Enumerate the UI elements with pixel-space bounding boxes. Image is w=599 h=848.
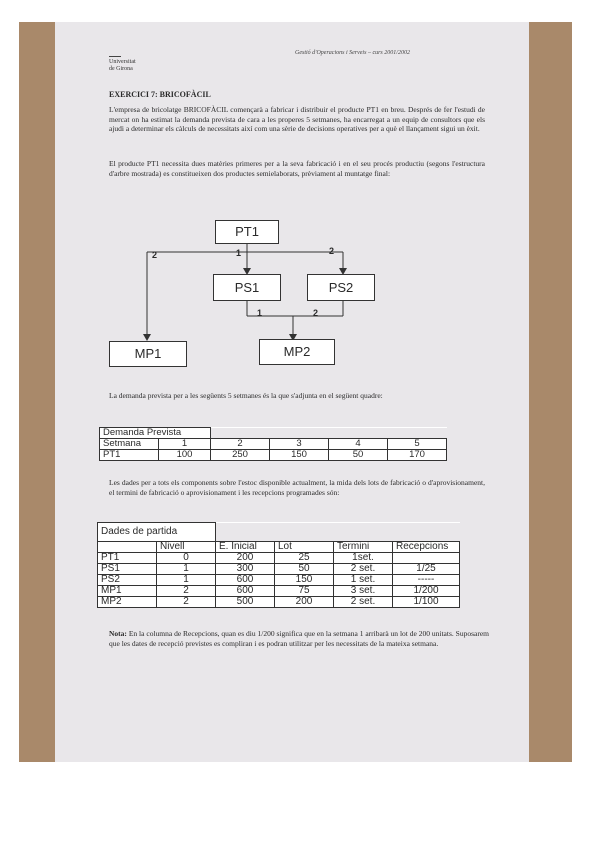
data-cell: [393, 553, 460, 564]
demand-week-header: Setmana: [100, 439, 159, 450]
data-cell: 500: [216, 597, 275, 608]
demand-product-header: PT1: [100, 450, 159, 461]
data-cell: 1/200: [393, 586, 460, 597]
demand-paragraph: La demanda prevista per a les següents 5 setmanes és la que s'adjunta en el següent quadre:: [109, 391, 383, 400]
node-mp1: MP1: [109, 341, 187, 367]
note-text: En la columna de Recepcions, quan es diu 1/200 significa que en la setmana 1 arribarà un lot de 200 unitats. Suposarem que les dates de recepció previstes es compliran i es podran utilitzar per les necessitats de la mateixa setmana.: [109, 629, 489, 648]
data-cell: 600: [216, 586, 275, 597]
data-cell: 600: [216, 575, 275, 586]
logo-line-1: Universitat: [109, 59, 136, 65]
demand-value: 50: [329, 450, 388, 461]
data-cell: 2 set.: [334, 564, 393, 575]
course-header: Gestió d'Operacions i Serveis – curs 2001/2002: [295, 50, 410, 56]
data-header: Recepcions: [393, 542, 460, 553]
demand-value: 150: [270, 450, 329, 461]
university-logo: [109, 50, 136, 73]
qty-pt1-mp1: 2: [152, 250, 158, 260]
table-row: [98, 553, 460, 564]
node-mp2: MP2: [259, 339, 335, 365]
data-cell: PS1: [98, 564, 157, 575]
data-cell: 1: [157, 564, 216, 575]
demand-value: 100: [159, 450, 211, 461]
logo-line-2: de Girona: [109, 66, 133, 72]
data-header: Lot: [275, 542, 334, 553]
demand-table: [99, 427, 447, 461]
data-cell: 25: [275, 553, 334, 564]
data-cell: MP2: [98, 597, 157, 608]
data-cell: 200: [275, 597, 334, 608]
data-cell: 200: [216, 553, 275, 564]
structure-paragraph: El producte PT1 necessita dues matèries primeres per a la seva fabricació i en el seu procés productiu (segons l'estructura d'arbre mostrada) es constitueixen dos productes semielaborats, prèviament al muntatge final:: [109, 159, 485, 178]
data-cell: 1/25: [393, 564, 460, 575]
exercise-title: EXERCICI 7: BRICOFÀCIL: [109, 90, 211, 99]
table-row: [98, 597, 460, 608]
qty-ps-mp1: 1: [257, 308, 263, 318]
demand-week: 3: [270, 439, 329, 450]
note-paragraph: [109, 629, 489, 649]
demand-week: 1: [159, 439, 211, 450]
qty-ps-mp2: 2: [313, 308, 319, 318]
demand-week: 4: [329, 439, 388, 450]
data-cell: 3 set.: [334, 586, 393, 597]
demand-table-title: Demanda Prevista: [100, 428, 211, 439]
data-cell: 1: [157, 575, 216, 586]
data-cell: 2 set.: [334, 597, 393, 608]
table-row: [98, 575, 460, 586]
demand-week: 2: [211, 439, 270, 450]
data-paragraph: Les dades per a tots els components sobre l'estoc disponible actualment, la mida dels lots de fabricació o d'aprovisionament, el termini de fabricació o aprovisionament i les recepcions programades són:: [109, 478, 485, 497]
intro-paragraph: L'empresa de bricolatge BRICOFÀCIL començarà a fabricar i distribuir el producte PT1 en breu. Després de fer l'estudi de mercat on ha estimat la demanda prevista de cara a les properes 5 setmanes, ha encarregat a un equip de consultors que els ajudi a determinar els càlculs de necessitats així com una sèrie de decisions operatives per a què el llançament sigui un èxit.: [109, 105, 485, 133]
data-header: E. Inicial: [216, 542, 275, 553]
data-cell: 1/100: [393, 597, 460, 608]
data-header: Termini: [334, 542, 393, 553]
data-header: Nivell: [157, 542, 216, 553]
demand-week: 5: [388, 439, 447, 450]
data-cell: 2: [157, 586, 216, 597]
data-cell: 150: [275, 575, 334, 586]
data-cell: PT1: [98, 553, 157, 564]
document-page: [55, 22, 529, 762]
starting-data-table: [97, 522, 460, 608]
node-pt1: PT1: [215, 220, 279, 244]
data-cell: 1 set.: [334, 575, 393, 586]
data-cell: 1set.: [334, 553, 393, 564]
data-cell: 2: [157, 597, 216, 608]
data-table-title: Dades de partida: [98, 523, 216, 542]
node-ps2: PS2: [307, 274, 375, 301]
data-cell: 0: [157, 553, 216, 564]
crest-icon: [109, 50, 121, 57]
node-ps1: PS1: [213, 274, 281, 301]
demand-value: 170: [388, 450, 447, 461]
note-label: Nota:: [109, 629, 127, 638]
data-cell: MP1: [98, 586, 157, 597]
data-cell: -----: [393, 575, 460, 586]
demand-value: 250: [211, 450, 270, 461]
table-row: [98, 586, 460, 597]
table-row: [98, 564, 460, 575]
qty-pt1-ps1: 1: [236, 248, 242, 258]
data-cell: 300: [216, 564, 275, 575]
qty-pt1-ps2: 2: [329, 246, 335, 256]
data-cell: 50: [275, 564, 334, 575]
data-cell: 75: [275, 586, 334, 597]
data-cell: PS2: [98, 575, 157, 586]
